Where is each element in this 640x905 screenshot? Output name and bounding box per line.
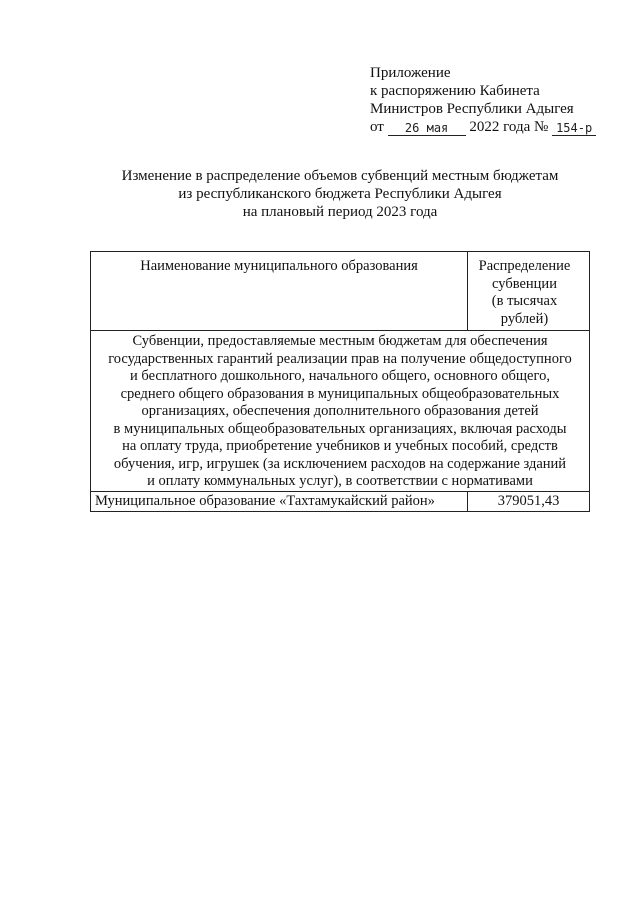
- appendix-word: к: [370, 83, 378, 99]
- header-value-cell: [468, 252, 590, 331]
- header-value-line: субвенции: [492, 275, 557, 292]
- date-field: [388, 120, 466, 136]
- header-name-cell: Наименование муниципального образования: [91, 252, 468, 331]
- amount-cell: 379051,43: [468, 491, 590, 512]
- description-line: обучения, игр, игрушек (за исключением расходов на содержание зданий: [113, 455, 567, 472]
- description-line: и оплату коммунальных услуг), в соответствии с нормативами: [147, 473, 533, 489]
- document-title: [90, 167, 590, 221]
- description-line: организациях, обеспечения дополнительного образования детей: [141, 403, 539, 419]
- date-suffix: 2022 года №: [469, 119, 549, 135]
- title-line: из республиканского бюджета Республики Адыгея: [178, 186, 502, 202]
- appendix-line-3: [370, 100, 586, 118]
- table-row: [91, 491, 590, 512]
- title-line: Изменение в распределение объемов субвенций местным бюджетам: [121, 168, 559, 184]
- appendix-word: распоряжению: [381, 83, 476, 99]
- table-header-row: [91, 252, 590, 331]
- table-section-row: [91, 331, 590, 492]
- description-line: и бесплатного дошкольного, начального общего, основного общего,: [130, 368, 550, 384]
- appendix-date-line: [370, 118, 593, 136]
- header-value-line: (в тысячах: [491, 293, 558, 309]
- title-line: на плановый период 2023 года: [242, 204, 438, 220]
- description-line: Субвенции, предоставляемые местным бюджетам для обеспечения: [132, 333, 548, 349]
- appendix-word: Республики: [446, 101, 522, 117]
- number-field: [552, 120, 596, 136]
- appendix-block: [370, 64, 593, 136]
- description-line: в муниципальных общеобразовательных организациях, включая расходы: [113, 420, 567, 437]
- description-line: среднего общего образования в муниципальных общеобразовательных: [120, 385, 560, 402]
- number-value: 154-р: [556, 121, 593, 135]
- date-value: 26 мая: [404, 121, 449, 135]
- appendix-title: Приложение: [370, 65, 451, 81]
- description-line: государственных гарантий реализации прав на получение общедоступного: [108, 350, 572, 367]
- appendix-word: Кабинета: [479, 83, 540, 99]
- appendix-word: Адыгея: [525, 101, 574, 117]
- header-value-line: рублей): [500, 310, 549, 327]
- appendix-line-2: [370, 82, 586, 100]
- municipality-name-cell: Муниципальное образование «Тахтамукайский район»: [91, 491, 468, 512]
- header-value-line: Распределение: [478, 258, 571, 274]
- subvention-description: [91, 331, 590, 492]
- distribution-table: [90, 251, 590, 512]
- date-prefix: от: [370, 119, 384, 135]
- appendix-word: Министров: [370, 101, 443, 117]
- description-line: на оплату труда, приобретение учебников и учебных пособий, средств: [122, 438, 558, 454]
